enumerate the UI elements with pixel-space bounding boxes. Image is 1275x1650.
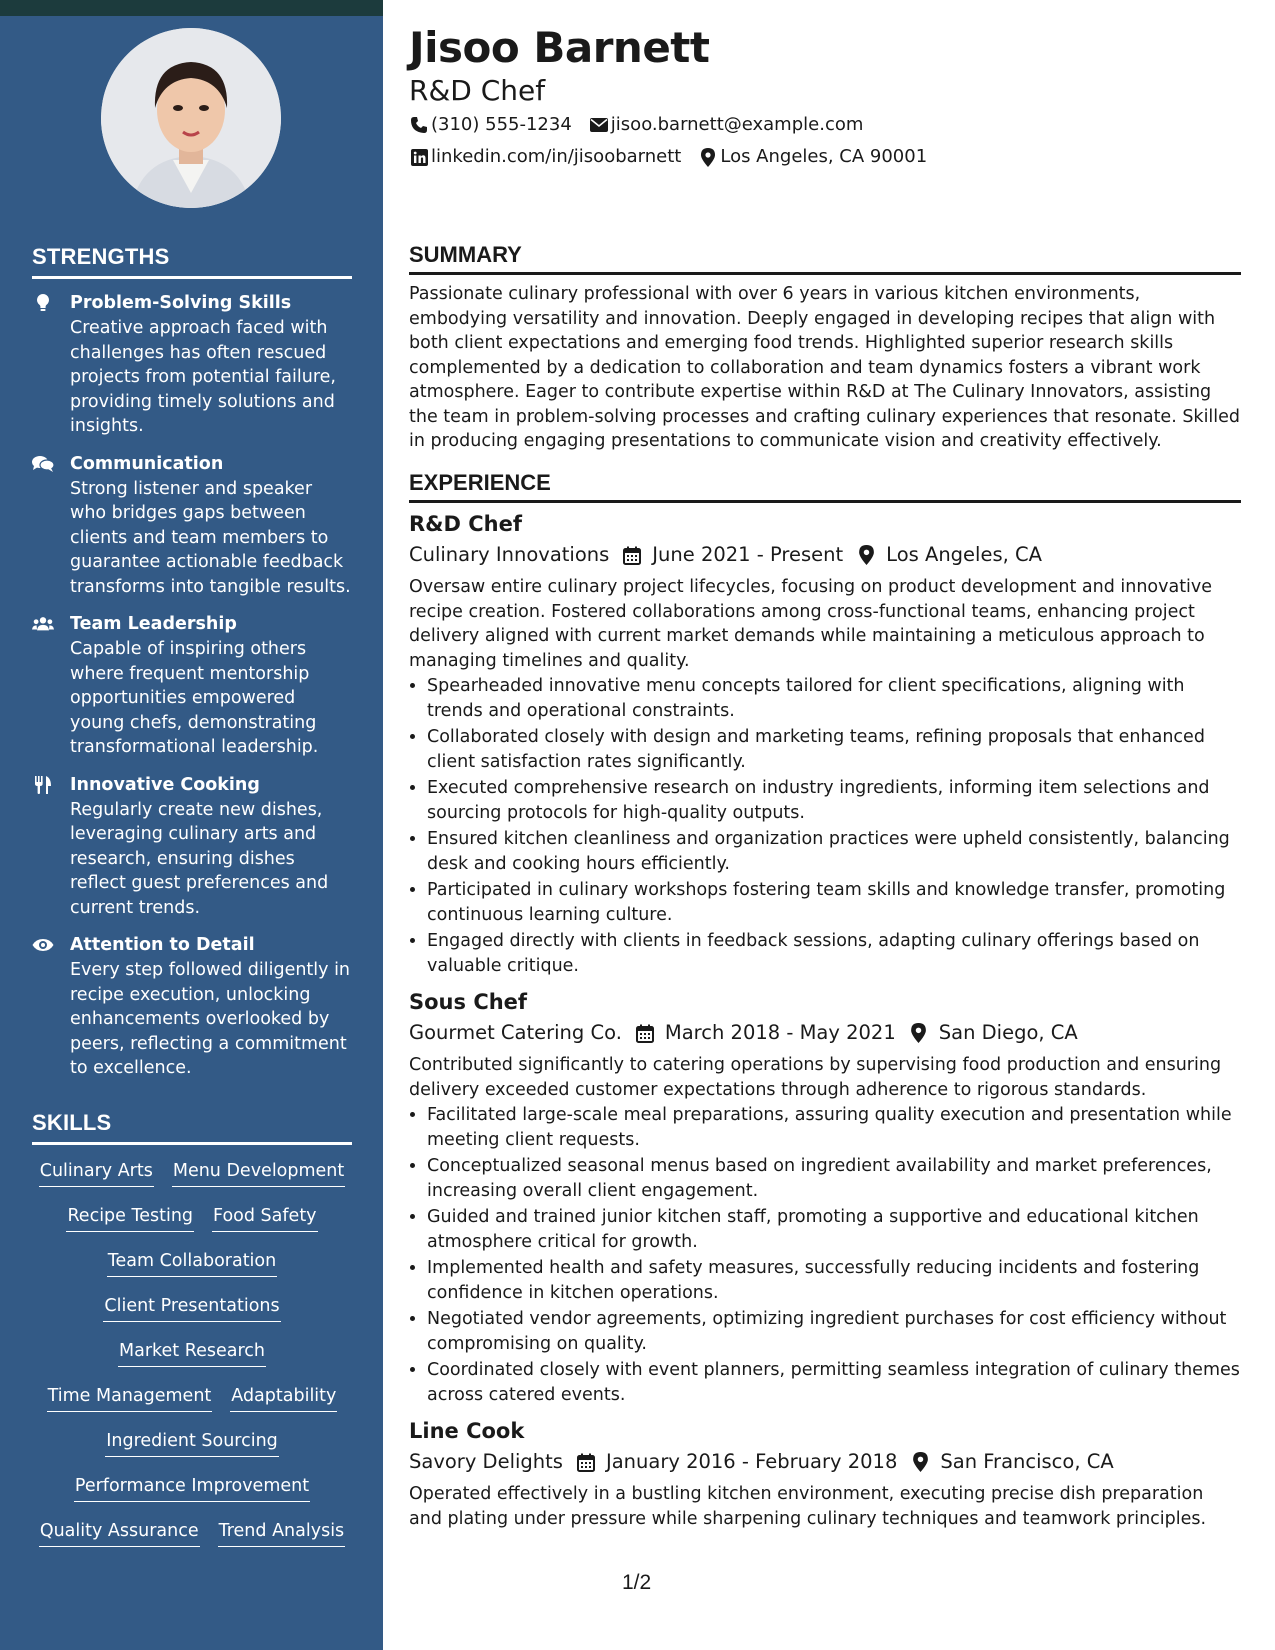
job-meta — [409, 1018, 1241, 1048]
strength-item — [32, 933, 352, 1081]
envelope-icon — [589, 115, 609, 135]
skill-tag: Market Research — [118, 1339, 266, 1367]
job-bullets — [409, 674, 1241, 978]
map-pin-icon — [908, 1022, 930, 1044]
strength-description: Strong listener and speaker who bridges gaps between clients and team members to guarantee actionable feedback transforms into tangible results. — [70, 478, 351, 597]
job-title: Sous Chef — [409, 990, 528, 1014]
contact-location — [698, 145, 927, 169]
job-bullet: • Engaged directly with clients in feedback sessions, adapting culinary offerings based on valuable critique. — [427, 929, 1241, 978]
strength-description: Every step followed diligently in recipe execution, unlocking enhancements overlooked by peers, reflecting a commitment to excellence. — [70, 960, 351, 1078]
map-pin-icon — [698, 147, 718, 167]
contact-linkedin[interactable] — [409, 145, 681, 169]
skills-section — [32, 1110, 352, 1564]
phone-icon — [409, 115, 429, 135]
skill-tag: Performance Improvement — [74, 1474, 310, 1502]
job-bullet: • Negotiated vendor agreements, optimizing ingredient purchases for cost efficiency without compromising on quality. — [427, 1307, 1241, 1356]
skill-tag: Menu Development — [172, 1159, 345, 1187]
strengths-heading: STRENGTHS — [32, 244, 352, 279]
skill-tag: Trend Analysis — [218, 1519, 346, 1547]
job-entry — [409, 510, 1241, 978]
job-bullets — [409, 1103, 1241, 1407]
map-pin-icon — [855, 544, 877, 566]
skill-tag: Client Presentations — [103, 1294, 280, 1322]
skills-row — [32, 1294, 352, 1339]
summary-text: Passionate culinary professional with over 6 years in various kitchen environments, embodying versatility and innovation. Deeply engaged in developing recipes that align with both client expectations and emerging food trends. Highlighted superior research skills complemented by a dedication to collaboration and team dynamics fosters a vibrant work atmosphere. Eager to contribute expertise within R&D at The Culinary Innovators, assisting the team in problem-solving processes and crafting culinary experiences that resonate. Skilled in producing engaging presentations to communicate vision and creativity effectively. — [409, 284, 1241, 451]
skills-row — [32, 1519, 352, 1564]
strength-item — [32, 452, 352, 600]
job-bullet: • Executed comprehensive research on industry ingredients, informing item selections and sourcing protocols for high-quality outputs. — [427, 776, 1241, 825]
job-bullet: • Participated in culinary workshops fostering team skills and knowledge transfer, promoting continuous learning culture. — [427, 878, 1241, 927]
job-entry — [409, 988, 1241, 1407]
map-pin-icon — [909, 1451, 931, 1473]
strength-item — [32, 612, 352, 760]
skills-row — [32, 1429, 352, 1474]
job-bullet: • Spearheaded innovative menu concepts tailored for client specifications, aligning with trends and operational constraints. — [427, 674, 1241, 723]
strengths-section — [32, 244, 352, 1081]
skill-tag: Ingredient Sourcing — [105, 1429, 279, 1457]
job-location: Los Angeles, CA — [886, 543, 1042, 566]
skills-row — [32, 1339, 352, 1384]
job-bullet: • Coordinated closely with event planners, permitting seamless integration of culinary themes across catered events. — [427, 1358, 1241, 1407]
contact-email[interactable] — [589, 113, 864, 137]
strength-description: Creative approach faced with challenges has often rescued projects from potential failure, providing timely solutions and insights. — [70, 318, 336, 436]
utensils-icon — [32, 775, 54, 795]
skill-tag: Culinary Arts — [39, 1159, 154, 1187]
linkedin-text[interactable]: linkedin.com/in/jisoobarnett — [431, 146, 682, 167]
job-dates: January 2016 - February 2018 — [605, 1450, 898, 1473]
job-entry — [409, 1417, 1241, 1531]
skills-list — [32, 1159, 352, 1564]
contact-row — [409, 145, 944, 169]
skill-tag: Food Safety — [212, 1204, 318, 1232]
calendar-icon — [575, 1451, 597, 1473]
job-bullet: • Collaborated closely with design and marketing teams, refining proposals that enhanced client satisfaction rates significantly. — [427, 725, 1241, 774]
skill-tag: Adaptability — [230, 1384, 337, 1412]
job-meta — [409, 1447, 1241, 1477]
skill-tag: Quality Assurance — [39, 1519, 200, 1547]
job-meta — [409, 540, 1241, 570]
job-dates: June 2021 - Present — [652, 543, 844, 566]
eye-icon — [32, 935, 54, 955]
email-text[interactable]: jisoo.barnett@example.com — [610, 114, 864, 135]
job-bullet: • Ensured kitchen cleanliness and organization practices were upheld consistently, balancing desk and cooking hours efficiently. — [427, 827, 1241, 876]
users-icon — [32, 614, 54, 634]
skills-heading: SKILLS — [32, 1110, 352, 1145]
job-company: Gourmet Catering Co. — [409, 1021, 622, 1044]
chat-bubbles-icon — [32, 454, 54, 474]
strength-item — [32, 291, 352, 439]
job-bullet: • Guided and trained junior kitchen staff, promoting a supportive and educational kitchen atmosphere critical for growth. — [427, 1205, 1241, 1254]
skill-tag: Time Management — [47, 1384, 213, 1412]
contact-phone — [409, 113, 572, 137]
skills-row — [32, 1474, 352, 1519]
candidate-name: Jisoo Barnett — [409, 23, 710, 72]
skills-row — [32, 1249, 352, 1294]
calendar-icon — [634, 1022, 656, 1044]
strength-title: Team Leadership — [70, 614, 237, 634]
skills-row — [32, 1204, 352, 1249]
phone-text: (310) 555-1234 — [431, 114, 572, 135]
job-description: Operated effectively in a bustling kitchen environment, executing precise dish preparation and plating under pressure while sharpening culinary techniques and teamwork principles. — [409, 1484, 1207, 1529]
job-description: Contributed significantly to catering operations by supervising food production and ensuring delivery exceeded customer expectations through adherence to rigorous standards. — [409, 1055, 1222, 1100]
skill-tag: Team Collaboration — [107, 1249, 277, 1277]
strength-item — [32, 773, 352, 921]
strength-description: Regularly create new dishes, leveraging culinary arts and research, ensuring dishes reflect guest preferences and current trends. — [70, 799, 329, 918]
experience-list — [409, 510, 1241, 1541]
experience-heading: EXPERIENCE — [409, 470, 1241, 503]
sidebar-top-band — [0, 0, 383, 16]
summary-heading: SUMMARY — [409, 242, 1241, 275]
page-number: 1/2 — [622, 1571, 652, 1594]
skill-tag: Recipe Testing — [66, 1204, 194, 1232]
profile-photo — [101, 28, 281, 208]
job-bullet: • Conceptualized seasonal menus based on ingredient availability and market preferences, increasing overall client engagement. — [427, 1154, 1241, 1203]
avatar — [101, 28, 281, 208]
strength-title: Communication — [70, 453, 224, 474]
job-company: Culinary Innovations — [409, 543, 610, 566]
job-location: San Francisco, CA — [940, 1450, 1114, 1473]
strength-title: Attention to Detail — [70, 935, 255, 955]
job-bullet: • Implemented health and safety measures, successfully reducing incidents and fostering confidence in kitchen operations. — [427, 1256, 1241, 1305]
job-dates: March 2018 - May 2021 — [664, 1021, 896, 1044]
strength-description: Capable of inspiring others where frequent mentorship opportunities empowered young chefs, demonstrating transformational leadership. — [70, 639, 319, 757]
contact-row — [409, 113, 880, 137]
location-text: Los Angeles, CA 90001 — [720, 146, 928, 167]
job-company: Savory Delights — [409, 1450, 563, 1473]
sidebar — [0, 0, 383, 1650]
job-title: Line Cook — [409, 1419, 525, 1443]
job-bullet: • Facilitated large-scale meal preparations, assuring quality execution and presentation while meeting client requests. — [427, 1103, 1241, 1152]
strength-title: Innovative Cooking — [70, 774, 260, 795]
job-location: San Diego, CA — [938, 1021, 1078, 1044]
calendar-icon — [621, 544, 643, 566]
candidate-title: R&D Chef — [409, 74, 546, 107]
skills-row — [32, 1159, 352, 1204]
job-title: R&D Chef — [409, 512, 522, 536]
linkedin-icon — [409, 147, 429, 167]
lightbulb-icon — [32, 293, 54, 313]
job-description: Oversaw entire culinary project lifecycles, focusing on product development and innovative recipe creation. Fostered collaborations among cross-functional teams, enhancing project delivery aligned with current market demands while maintaining a meticulous approach to managing timelines and quality. — [409, 577, 1213, 671]
strength-title: Problem-Solving Skills — [70, 293, 292, 313]
skills-row — [32, 1384, 352, 1429]
